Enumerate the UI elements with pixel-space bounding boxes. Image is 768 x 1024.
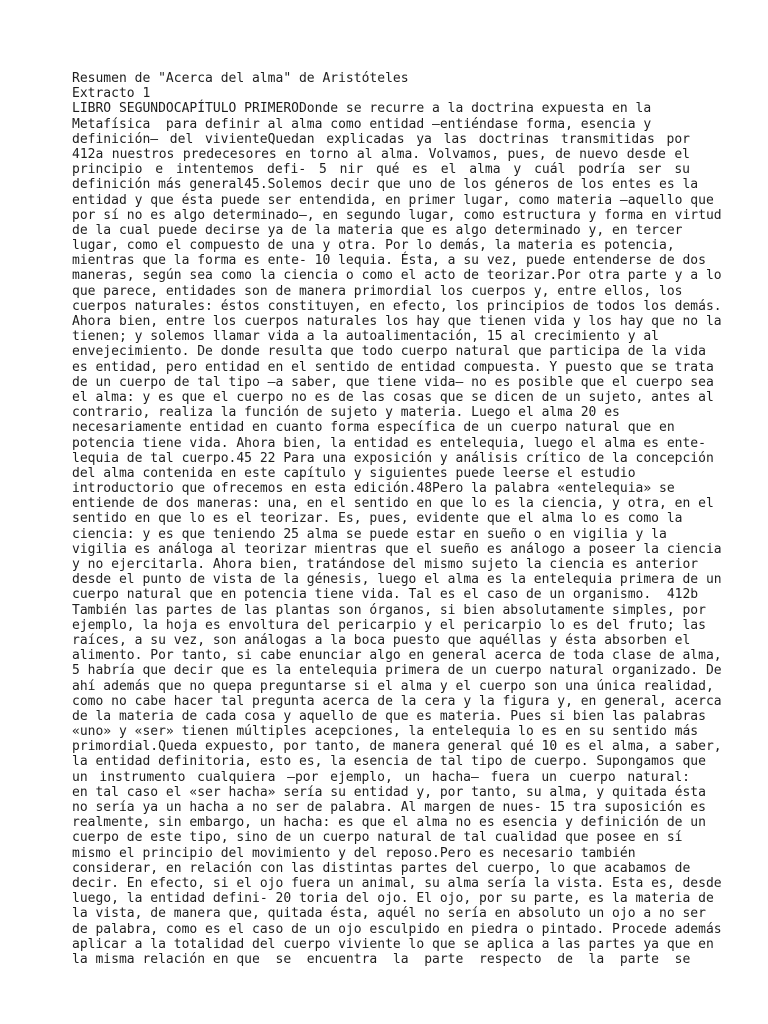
text-line: como no cabe hacer tal pregunta acerca de la cera y la figura y, en general, acerca [72, 693, 722, 709]
document-subtitle: Extracto 1 [72, 86, 151, 102]
text-line: potencia tiene vida. Ahora bien, la entidad es entelequia, luego el alma es ente- [72, 435, 706, 451]
text-line: Ahora bien, entre los cuerpos naturales los hay que tienen vida y los hay que no la [72, 314, 722, 329]
text-line: por sí no es algo determinado—, en segundo lugar, como estructura y forma en virtud [72, 207, 722, 223]
text-line: maneras, según sea como la ciencia o como el acto de teorizar.Por otra parte y a lo [72, 268, 722, 284]
text-line: alimento. Por tanto, si cabe enunciar algo en general acerca de toda clase de alma, [72, 648, 722, 664]
text-line: de la cual puede decirse ya de la materia que es algo determinado y, en tercer [72, 222, 683, 238]
text-line: 5 habría que decir que es la entelequia primera de un cuerpo natural organizado. De [72, 663, 722, 679]
text-line: cuerpo de este tipo, sino de un cuerpo natural de tal cualidad que posee en sí [72, 830, 683, 846]
text-line: luego, la entidad defini- 20 toria del ojo. El ojo, por su parte, es la materia de [72, 891, 714, 907]
text-line: de un cuerpo de tal tipo —a saber, que tiene vida— no es posible que el cuerpo sea [72, 374, 714, 390]
text-line: decir. En efecto, si el ojo fuera un animal, su alma sería la vista. Esta es, desde [72, 875, 722, 891]
text-line: mismo el principio del movimiento y del reposo.Pero es necesario también [72, 845, 636, 861]
text-line: entidad y que ésta puede ser entendida, en primer lugar, como materia —aquello que [72, 192, 714, 208]
text-line: y no ejercitarla. Ahora bien, tratándose del mismo sujeto la ciencia es anterior [72, 557, 699, 572]
text-line: considerar, en relación con las distintas partes del cuerpo, lo que acabamos de [72, 860, 691, 876]
text-line: definición más general45.Solemos decir que uno de los géneros de los entes es la [72, 177, 699, 193]
text-line: ahí además que no quepa preguntarse si el alma y el cuerpo son una única realidad, [72, 678, 714, 694]
text-line: lugar, como el compuesto de una y otra. Por lo demás, la materia es potencia, [72, 238, 675, 254]
text-line: raíces, a su vez, son análogas a la boca puesto que aquéllas y ésta absorben el [72, 632, 691, 648]
text-line: También las partes de las plantas son órganos, si bien absolutamente simples, por [72, 602, 706, 618]
text-line: es entidad, pero entidad en el sentido de entidad compuesta. Y puesto que se trata [72, 359, 714, 375]
text-line: en tal caso el «ser hacha» sería su entidad y, por tanto, su alma, y quitada ésta [72, 784, 706, 800]
text-line: contrario, realiza la función de sujeto y materia. Luego el alma 20 es [72, 405, 620, 421]
text-line: 412a nuestros predecesores en torno al alma. Volvamos, pues, de nuevo desde el [72, 146, 690, 162]
text-line: del alma contenida en este capítulo y siguientes puede leerse el estudio [72, 465, 636, 481]
text-line: que parece, entidades son de manera primordial los cuerpos y, entre ellos, los [72, 283, 683, 299]
text-line: entiende de dos maneras: una, en el sentido en que lo es la ciencia, y otra, en el [72, 496, 714, 512]
text-line: cuerpos naturales: éstos constituyen, en efecto, los principios de todos los demás. [72, 298, 722, 314]
text-line: primordial.Queda expuesto, por tanto, de manera general qué 10 es el alma, a saber, [72, 739, 722, 755]
text-line: mientras que la forma es ente- 10 lequia. Ésta, a su vez, puede entenderse de dos [72, 253, 706, 269]
text-line: «uno» y «ser» tienen múltiples acepciones, la entelequia lo es en su sentido más [72, 724, 699, 740]
document-page [72, 71, 722, 967]
text-line: ejemplo, la hoja es envoltura del pericarpio y el pericarpio lo es del fruto; las [72, 617, 706, 633]
text-line: de palabra, como es el caso de un ojo esculpido en piedra o pintado. Procede además [72, 921, 722, 937]
text-line: aplicar a la totalidad del cuerpo viviente lo que se aplica a las partes ya que en [72, 936, 714, 952]
document-title: Resumen de "Acerca del alma" de Aristóteles [72, 71, 409, 86]
text-line: la vista, de manera que, quitada ésta, aquél no sería en absoluto un ojo a no ser [72, 906, 706, 922]
text-line: la misma relación en que se encuentra la parte respecto de la parte se [72, 951, 691, 967]
text-line: vigilia es análoga al teorizar mientras que el sueño es análogo a poseer la ciencia [72, 541, 722, 557]
text-line: realmente, sin embargo, un hacha: es que el alma no es esencia y definición de un [72, 815, 706, 831]
text-line: envejecimiento. De donde resulta que todo cuerpo natural que participa de la vida [72, 344, 706, 360]
text-line: principio e intentemos defi- 5 nir qué es el alma y cuál podría ser su [72, 162, 690, 178]
document-body [72, 101, 722, 967]
text-line: Metafísica para definir al alma como entidad —entiéndase forma, esencia y [72, 116, 652, 132]
text-line: lequia de tal cuerpo.45 22 Para una exposición y análisis crítico de la concepción [72, 450, 714, 466]
text-line: necesariamente entidad en cuanto forma específica de un cuerpo natural que en [72, 420, 675, 436]
text-line: cuerpo natural que en potencia tiene vida. Tal es el caso de un organismo. 412b [72, 587, 699, 603]
text-line: desde el punto de vista de la génesis, luego el alma es la entelequia primera de un [72, 572, 722, 588]
text-line: tienen; y solemos llamar vida a la autoalimentación, 15 al crecimiento y al [72, 329, 659, 345]
text-line: sentido en que lo es el teorizar. Es, pues, evidente que el alma lo es como la [72, 511, 683, 527]
text-line: no sería ya un hacha a no ser de palabra. Al margen de nues- 15 tra suposición es [72, 800, 706, 815]
text-line: el alma: y es que el cuerpo no es de las cosas que se dicen de un sujeto, antes al [72, 389, 714, 405]
text-line: ciencia: y es que teniendo 25 alma se puede estar en sueño o en vigilia y la [72, 526, 667, 542]
text-line: definición— del vivienteQuedan explicadas ya las doctrinas transmitidas por [72, 131, 690, 147]
text-line: de la materia de cada cosa y aquello de que es materia. Pues si bien las palabras [72, 708, 706, 724]
text-line: LIBRO SEGUNDOCAPÍTULO PRIMERODonde se recurre a la doctrina expuesta en la [72, 101, 652, 117]
text-line: introductorio que ofrecemos en esta edición.48Pero la palabra «entelequia» se [72, 481, 675, 497]
text-line: un instrumento cualquiera —por ejemplo, un hacha— fuera un cuerpo natural: [72, 769, 690, 785]
text-line: la entidad definitoria, esto es, la esencia de tal tipo de cuerpo. Supongamos que [72, 754, 706, 770]
